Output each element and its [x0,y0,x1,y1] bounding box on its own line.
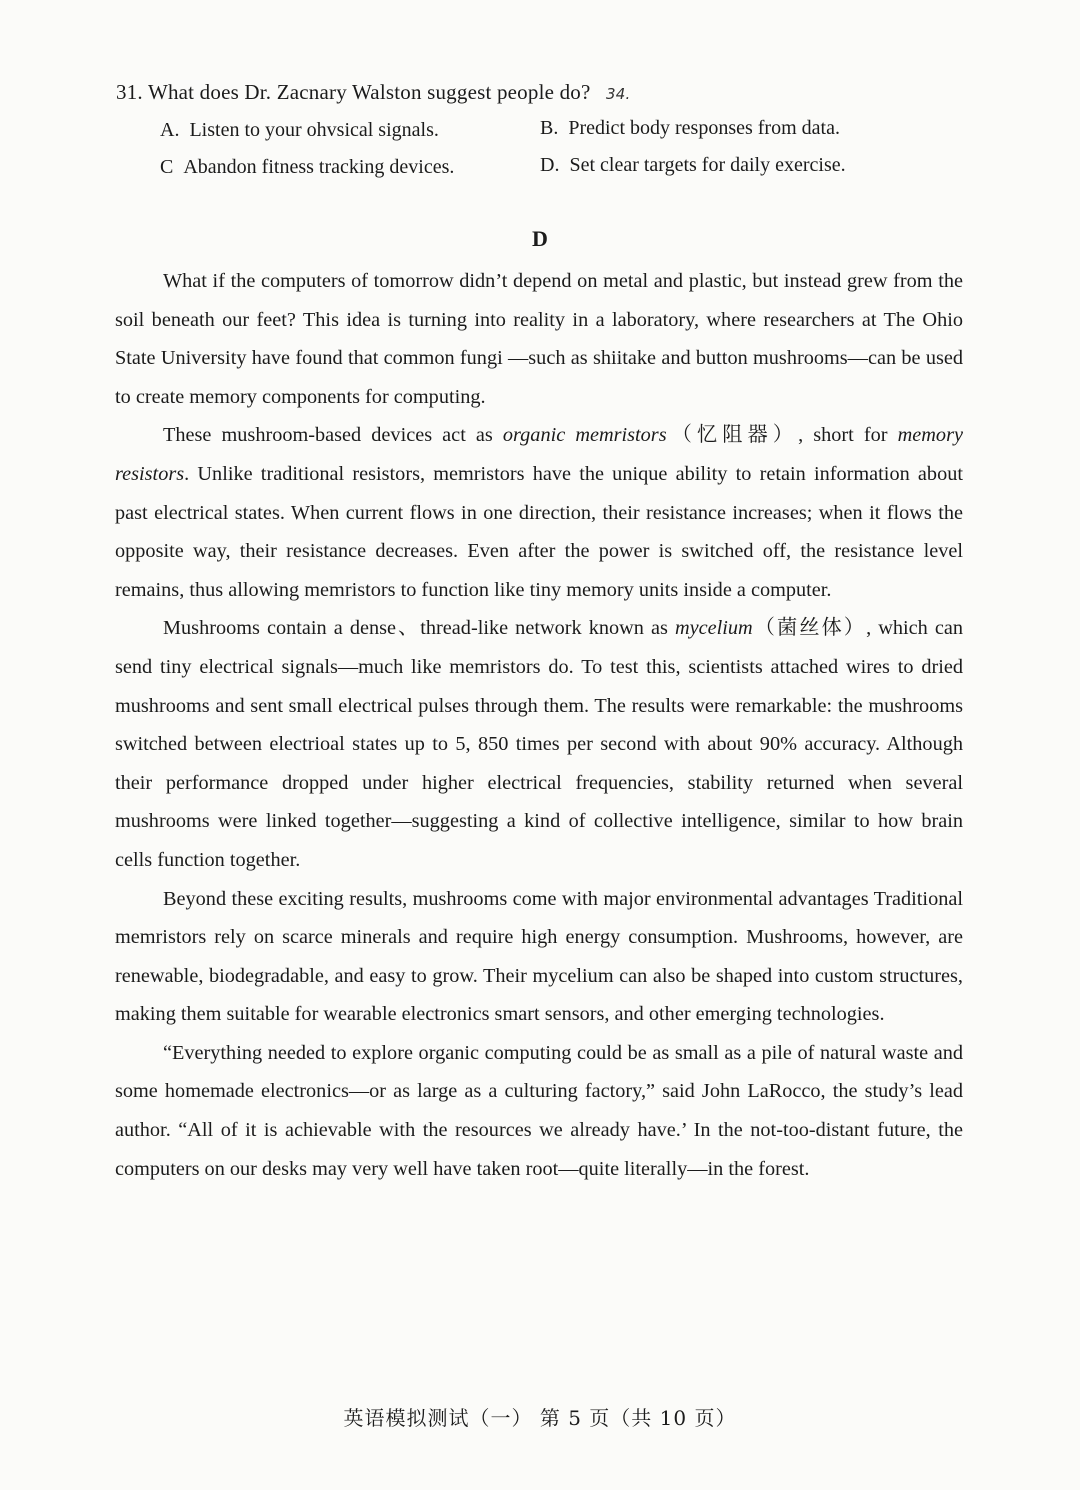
section-title: D [532,226,548,251]
page-footer: 英语模拟测试（一） 第 5 页（共 10 页） [343,1406,737,1430]
term-mycelium: mycelium [674,617,753,640]
paragraph-4: Beyond these exciting results, mushrooms come with major environmental advantages Traditional memristors rely on scarce minerals and require high energy consumption. Mushrooms, however, are renewable, biodegradable, and easy to grow. Their mycelium can also be shaped into custom structures, making them suitable for wearable electronics smart sensors, and other emerging technologies. [115,887,963,1026]
option-text: Predict body responses from data. [568,117,840,139]
option-b [540,117,840,140]
question-31 [116,80,630,105]
option-letter: B. [540,117,559,139]
term-memory-resistors: memory resistors [115,424,963,485]
option-letter: D. [540,154,560,176]
option-text: Listen to your ohvsical signals. [189,119,439,141]
handwritten-mark: 34. [605,85,631,103]
paragraph-2: These mushroom-based devices act as organic memristors（忆阻器）, short for memory resistors. Unlike traditional resistors, memristors have the unique ability to retain information about past electrical states. When current flows in one direction, their resistance increases; when it flows the opposite way, their resistance decreases. Even after the power is switched off, the resistance level remains, thus allowing memristors to function like tiny memory units inside a computer. [115,424,963,601]
option-text: Abandon fitness tracking devices. [183,156,455,178]
option-a [160,119,439,142]
reading-passage [115,262,963,1188]
paragraph-3: Mushrooms contain a dense、thread-like network known as mycelium（菌丝体）, which can send tiny electrical signals—much like memristors do. To test this, scientists attached wires to dried mushrooms and sent small electrical pulses through them. The results were remarkable: the mushrooms switched between electrioal states up to 5, 850 times per second with about 90% accuracy. Although their performance dropped under higher electrical frequencies, stability returned when several mushrooms were linked together—suggesting a kind of collective intelligence, similar to how brain cells function together. [115,617,963,871]
question-number: 31. [116,80,143,104]
paragraph-5: “Everything needed to explore organic computing could be as small as a pile of natural waste and some homemade electronics—or as large as a culturing factory,” said John LaRocco, the study’s lead author. “All of it is achievable with the resources we already have.’ In the not-too-distant future, the computers on our desks may very well have taken root—quite literally—in the forest. [115,1041,963,1180]
option-d [540,154,846,177]
paragraph-1: What if the computers of tomorrow didn’t depend on metal and plastic, but instead grew from the soil beneath our feet? This idea is turning into reality in a laboratory, where researchers at The Ohio State University have found that common fungi —such as shiitake and button mushrooms—can be used to create memory components for computing. [115,270,963,408]
option-c [160,156,454,179]
term-organic-memristors: organic memristors [502,424,667,447]
question-text: What does Dr. Zacnary Walston suggest people do? [147,80,591,104]
option-text: Set clear targets for daily exercise. [569,154,846,176]
option-letter: A. [160,119,180,141]
option-letter: C [160,156,174,178]
